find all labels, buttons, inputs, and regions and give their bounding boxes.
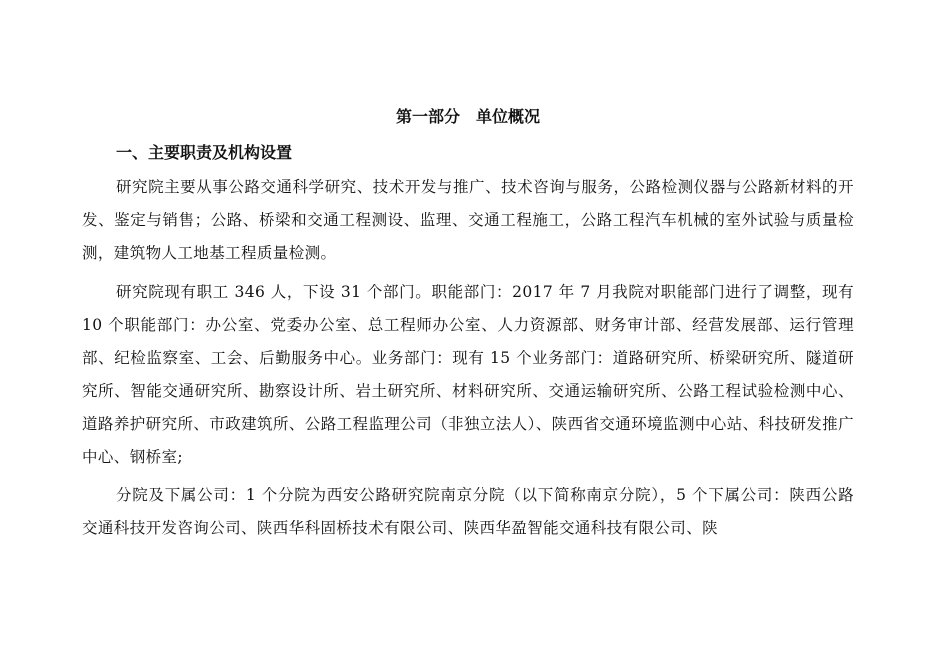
page-title: 第一部分 单位概况 [395, 107, 540, 126]
paragraph-responsibilities: 研究院主要从事公路交通科学研究、技术开发与推广、技术咨询与服务，公路检测仪器与公路新材料的开发、鉴定与销售；公路、桥梁和交通工程测设、监理、交通工程施工，公路工程汽车机械的室外试验与质量检测，建筑物人工地基工程质量检测。 [82, 178, 854, 262]
paragraph-subsidiaries: 分院及下属公司：1 个分院为西安公路研究院南京分院（以下简称南京分院），5 个下属公司：陕西公路交通科技开发咨询公司、陕西华科固桥技术有限公司、陕西华盈智能交通科技有限公司、陕 [82, 486, 854, 537]
paragraph-departments: 研究院现有职工 346 人，下设 31 个部门。职能部门：2017 年 7 月我院对职能部门进行了调整，现有 10 个职能部门：办公室、党委办公室、总工程师办公室、人力资源部、财务审计部、经营发展部、运行管理部、纪检监察室、工会、后勤服务中心。业务部门：现有 15 个业务部门：道路研究所、桥梁研究所、隧道研究所、智能交通研究所、勘察设计所、岩土研究所、材料研究所、交通运输研究所、公路工程试验检测中心、道路养护研究所、市政建筑所、公路工程监理公司（非独立法人）、陕西省交通环境监测中心站、科技研发推广中心、钢桥室; [82, 283, 854, 466]
section-heading: 一、主要职责及机构设置 [116, 143, 293, 162]
